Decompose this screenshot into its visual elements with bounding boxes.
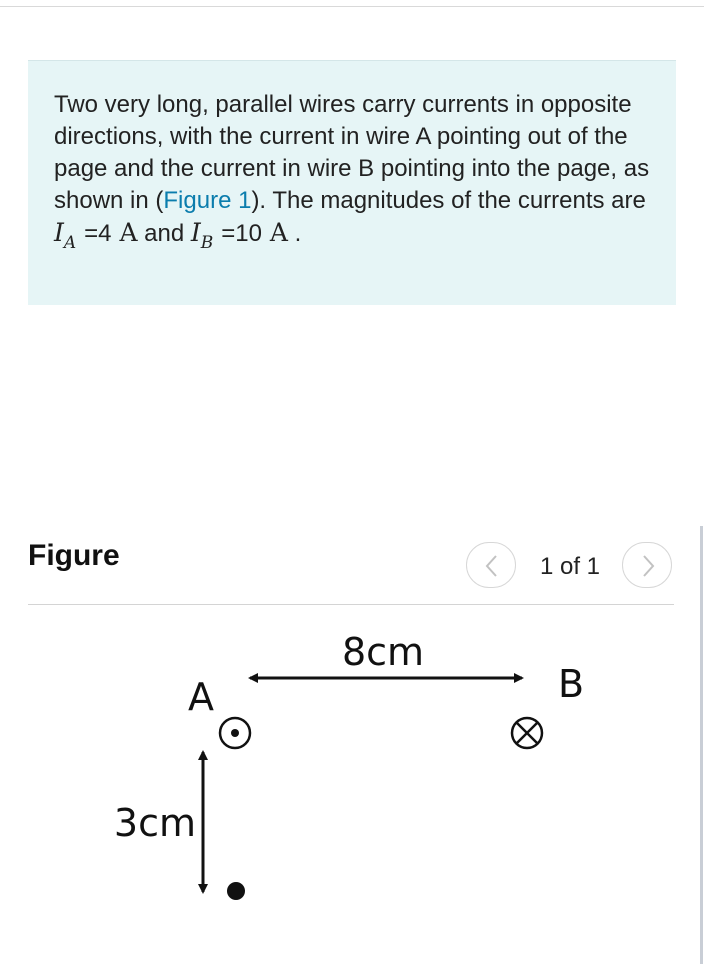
wire-a-label: A (188, 675, 214, 719)
figure-heading: Figure (28, 539, 120, 572)
current-b-symbol: I (190, 218, 201, 247)
wire-a-out-of-page-icon (220, 718, 250, 748)
wire-b-into-page-icon (512, 718, 542, 748)
current-b-value: =10 (221, 220, 262, 247)
current-a-unit: A (119, 218, 138, 247)
field-point (227, 882, 245, 900)
problem-text-part-2: ). The magnitudes of the currents are (251, 187, 646, 214)
figure-page-counter: 1 of 1 (539, 553, 601, 580)
problem-text-part-1: Two very long, parallel wires carry currents in opposite directions, with the current in wire A pointing out of the page and the current in wire B pointing into the page, as shown in ( (54, 91, 650, 214)
wire-b-label: B (557, 662, 585, 706)
current-a-symbol: I (54, 218, 64, 247)
current-a-subscript: A (63, 233, 77, 253)
separation-label: 8cm (341, 630, 425, 674)
point-distance-label: 3cm (113, 801, 196, 845)
current-b-subscript: B (200, 233, 214, 253)
figure-1-link[interactable]: Figure 1 (163, 187, 252, 214)
problem-text-end: . (287, 220, 302, 247)
current-b-unit: A (269, 218, 288, 247)
current-a-value: =4 (84, 220, 112, 247)
problem-text-part-3: and (137, 220, 191, 247)
